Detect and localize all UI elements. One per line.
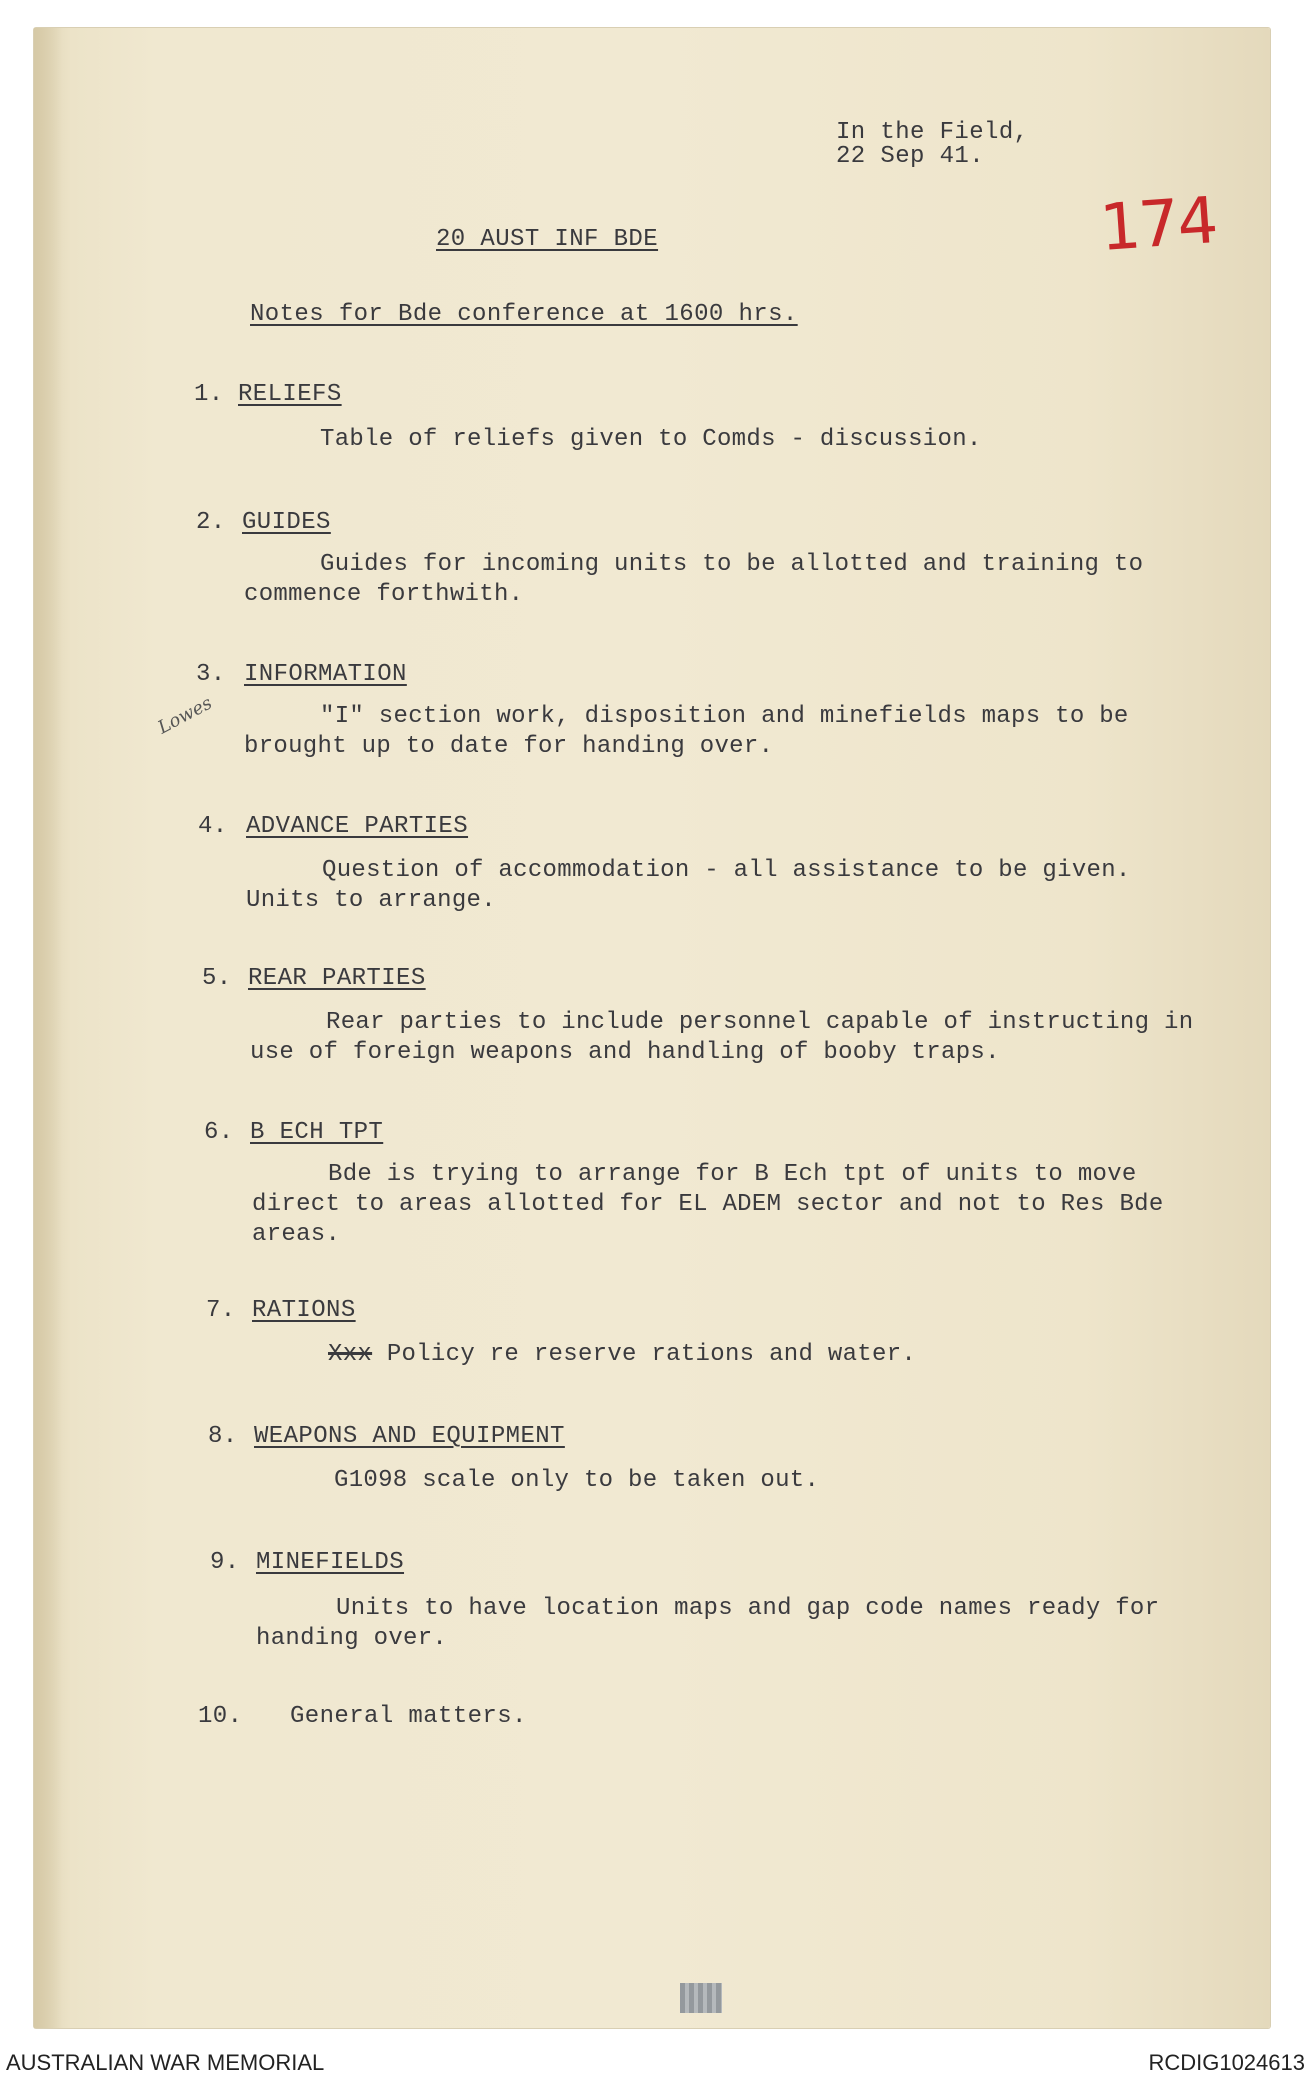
item-title: RELIEFS bbox=[238, 381, 342, 408]
item-number: 1. bbox=[194, 381, 224, 408]
footer-id: RCDIG1024613 bbox=[1148, 2050, 1305, 2075]
item-text: Bde is trying to arrange for B Ech tpt of units to move direct to areas allotted for EL ADEM sector and not to Res Bde areas. bbox=[252, 1161, 1164, 1248]
document-heading: 20 AUST INF BDE bbox=[436, 226, 659, 253]
item-text-content: Policy re reserve rations and water. bbox=[386, 1341, 917, 1368]
item-text: Units to have location maps and gap code names ready for handing over. bbox=[256, 1595, 1160, 1652]
item-title: MINEFIELDS bbox=[256, 1549, 405, 1576]
item-text: General matters. bbox=[290, 1703, 527, 1730]
item-number: 6. bbox=[204, 1119, 234, 1146]
place-line: In the Field, bbox=[836, 119, 1029, 146]
item-title: RATIONS bbox=[252, 1297, 356, 1324]
item-text: Question of accommodation - all assistance to be given. Units to arrange. bbox=[246, 857, 1131, 914]
margin-annotation: Lowes bbox=[154, 692, 216, 739]
item-text bbox=[328, 1340, 1188, 1370]
item-title: INFORMATION bbox=[244, 661, 407, 688]
item-title: GUIDES bbox=[242, 509, 331, 536]
document-subheading: Notes for Bde conference at 1600 hrs. bbox=[250, 301, 798, 328]
item-number: 4. bbox=[198, 813, 228, 840]
item-number: 10. bbox=[198, 1703, 243, 1730]
item-text: Rear parties to include personnel capable of instructing in use of foreign weapons and handling of booby traps. bbox=[250, 1009, 1194, 1066]
staple-mark bbox=[680, 1983, 722, 2013]
item-title: B ECH TPT bbox=[250, 1119, 384, 1146]
item-number: 8. bbox=[208, 1423, 238, 1450]
item-title: ADVANCE PARTIES bbox=[246, 813, 469, 840]
item-title: WEAPONS AND EQUIPMENT bbox=[254, 1423, 565, 1450]
folio-number: 174 bbox=[1097, 184, 1219, 266]
struck-text: Xxx bbox=[328, 1341, 373, 1368]
item-number: 2. bbox=[196, 509, 226, 536]
date-line: 22 Sep 41. bbox=[836, 143, 985, 170]
item-text: "I" section work, disposition and minefields maps to be brought up to date for handing over. bbox=[244, 703, 1129, 760]
item-number: 3. bbox=[196, 661, 226, 688]
item-text: Table of reliefs given to Comds - discussion. bbox=[320, 426, 982, 453]
item-text: G1098 scale only to be taken out. bbox=[334, 1467, 820, 1494]
footer-source: AUSTRALIAN WAR MEMORIAL bbox=[6, 2050, 325, 2075]
item-title: REAR PARTIES bbox=[248, 965, 426, 992]
item-number: 9. bbox=[210, 1549, 240, 1576]
item-text: Guides for incoming units to be allotted and training to commence forthwith. bbox=[244, 551, 1144, 608]
item-number: 7. bbox=[206, 1297, 236, 1324]
item-number: 5. bbox=[202, 965, 232, 992]
